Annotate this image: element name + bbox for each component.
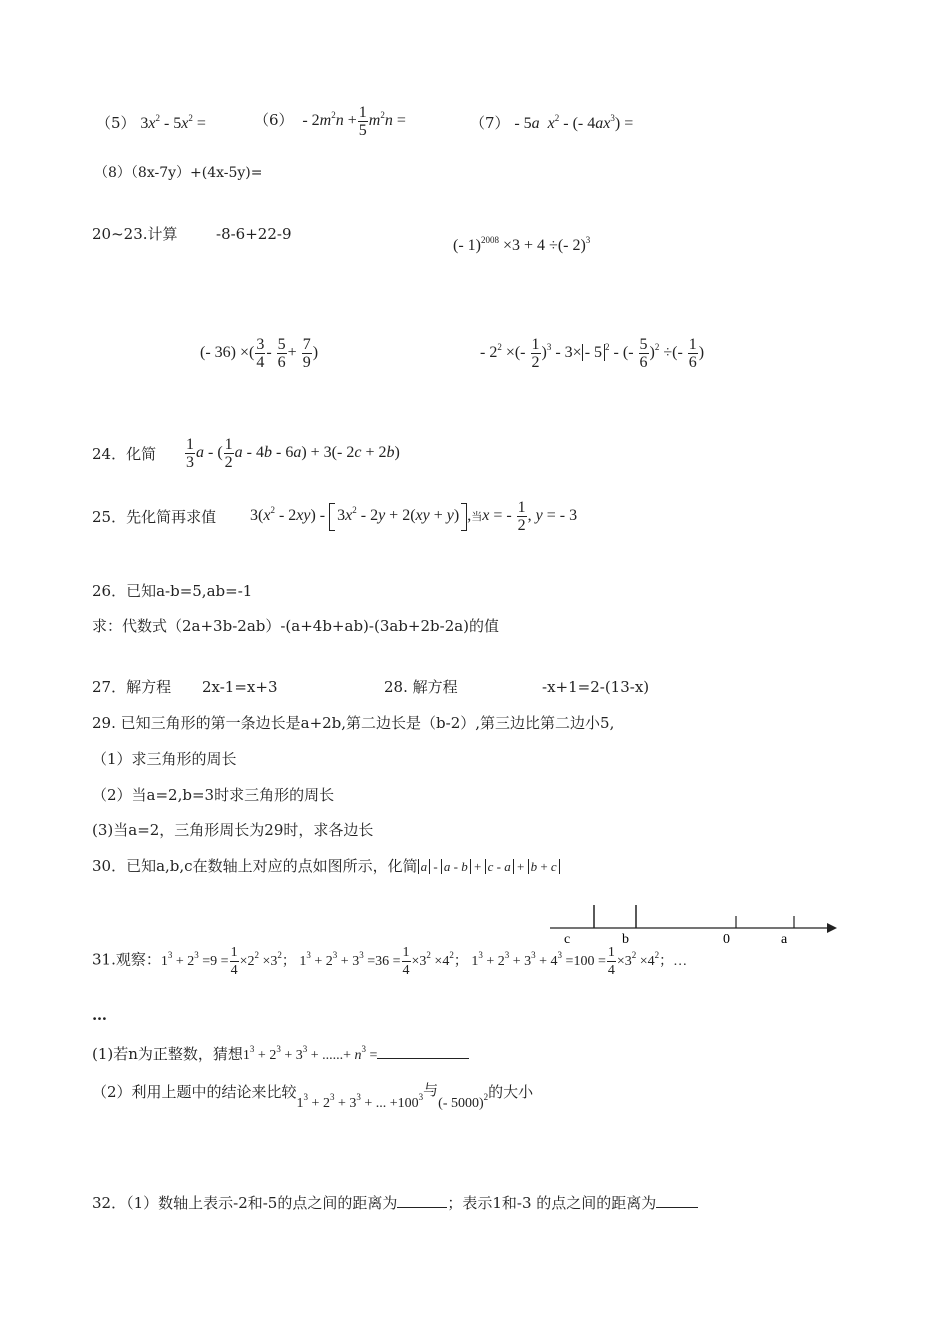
q32-blank-1[interactable]: [397, 1193, 447, 1208]
q32-part1: 32．（1）数轴上表示-2和-5的点之间的距离为: [92, 1194, 398, 1212]
q6-expression: - $2m^2n$ + $\frac{1}{5}$ $m^2n$ =: [298, 104, 406, 139]
q31-v3: 100: [573, 953, 595, 969]
q20-expr1: -8-6+22-9: [216, 225, 292, 243]
q31-sub1-expression: $1^3 + 2^3 + 3^3$ + ......+ $n^3$ =: [242, 1044, 378, 1063]
q31-tail: 的大小: [488, 1083, 534, 1101]
q31-ellipsis-2: …: [92, 1006, 107, 1024]
q31-sub2-text: （2）利用上题中的结论来比较: [92, 1083, 297, 1101]
q28-equation: -x+1=2-(13-x): [542, 678, 650, 696]
q30-prompt: 30．已知a,b,c在数轴上对应的点如图所示，化简: [92, 857, 418, 875]
q30-text: [92, 856, 560, 877]
number-line: [545, 900, 845, 950]
q29-line1: 29. 已知三角形的第一条边长是a+2b,第二边长是（b-2）,第三边比第二边小5,: [92, 714, 615, 732]
q7-label: （7）: [470, 114, 510, 132]
q6-label: （6）: [254, 111, 294, 130]
q32-blank-2[interactable]: [656, 1193, 698, 1208]
q26-line1: 26．已知a-b=5,ab=-1: [92, 582, 253, 600]
q27-equation: 2x-1=x+3: [202, 678, 278, 696]
q25-expression: $3(x^2 - 2xy) - 3x^2 - 2y + 2(xy + y)$ ,当x = - $\frac{1}{2}$ , y = - 3: [250, 499, 578, 534]
q25-label: 25．先化简再求值: [92, 508, 217, 526]
q31-sub2-expr2: (- 5000)$^2$: [438, 1092, 489, 1111]
q31-row: [92, 944, 687, 979]
q31-v1: 9: [210, 953, 218, 969]
q32-part2: ；表示1和-3 的点之间的距离为: [447, 1194, 657, 1212]
number-line-arrow: [827, 923, 837, 933]
q5-expression: $3x^2 - 5x^2$ =: [140, 113, 206, 132]
q31-sub1-blank[interactable]: [377, 1044, 469, 1059]
q31-expression: $1^3 + 2^3 =9$ = $\frac{1}{4}$ $\times 2^2 \times 3^2$； $1^3 + 2^3 + 3^3 =36$ = $\frac{1}{4}$ $\times 3^2 \times 4^2$； $1^3 + 2^3 + 3^3 + 4^3 =100$ = $\frac{1}{4}$ $\times 3^2 \times 4^2$；…: [160, 945, 688, 978]
q6-row: [254, 104, 406, 139]
q31-sub2: [92, 1081, 534, 1111]
q5-label: （5）: [96, 114, 136, 132]
q23-expression: - $2^2$ ×(- $\frac{1}{2}$ )$^3$ - 3× - 5 $^2$ - (- $\frac{5}{6}$ )$^2$ ÷(- $\frac{1}{6}$ ): [480, 336, 705, 371]
q26-line2: 求：代数式（2a+3b-2ab）-(a+4b+ab)-(3ab+2b-2a)的值: [92, 617, 500, 635]
label-0: 0: [723, 932, 730, 947]
q31-label: 31.观察：: [92, 950, 161, 969]
q31-sub2-expr1: $1^3 + 2^3 + 3^3$ + ... $+100^3$: [296, 1092, 424, 1111]
q31-v2: 36: [375, 953, 390, 969]
label-c: c: [564, 932, 571, 947]
q30-expression: a - a - b + c - a + b + c: [418, 859, 560, 874]
q22-expression: (- 36) ×( $\frac{3}{4}$ - $\frac{5}{6}$ + $\frac{7}{9}$ ): [200, 336, 319, 371]
q25-when: 当: [471, 511, 483, 524]
q21-expression: (- 1)$^{2008}$ ×3 + 4 ÷(- 2)$^3$: [453, 235, 591, 254]
q31-sub1: [92, 1044, 469, 1066]
q32-row: [92, 1193, 698, 1213]
q29-line3: （2）当a=2,b=3时求三角形的周长: [92, 786, 335, 804]
q24-expression: $\frac{1}{3}$ a - ( $\frac{1}{2}$ a - 4b - 6a) + 3(- 2c + 2b): [186, 436, 400, 471]
label-b: b: [622, 932, 629, 947]
q31-ellipsis: …: [673, 953, 688, 969]
q8-text: （8）（8x-7y）+(4x-5y)=: [94, 165, 263, 181]
q28-label: 28. 解方程: [384, 678, 458, 696]
q7-row: [470, 113, 633, 134]
q29-line2: （1）求三角形的周长: [92, 750, 237, 768]
q27-label: 27．解方程: [92, 678, 172, 696]
q7-expression: - 5a $x^2$ - (- $4ax^3$) =: [514, 113, 634, 132]
q31-sub1-text: (1)若n为正整数，猜想: [92, 1045, 243, 1063]
q29-line4: (3)当a=2，三角形周长为29时，求各边长: [92, 821, 374, 839]
q24-label: 24．化简: [92, 445, 157, 463]
label-a: a: [781, 932, 788, 947]
q20-label: 20~23.计算: [92, 225, 178, 243]
q21-exponent: 2008: [480, 235, 499, 245]
q5-row: [96, 113, 206, 134]
q31-and: 与: [423, 1081, 439, 1099]
